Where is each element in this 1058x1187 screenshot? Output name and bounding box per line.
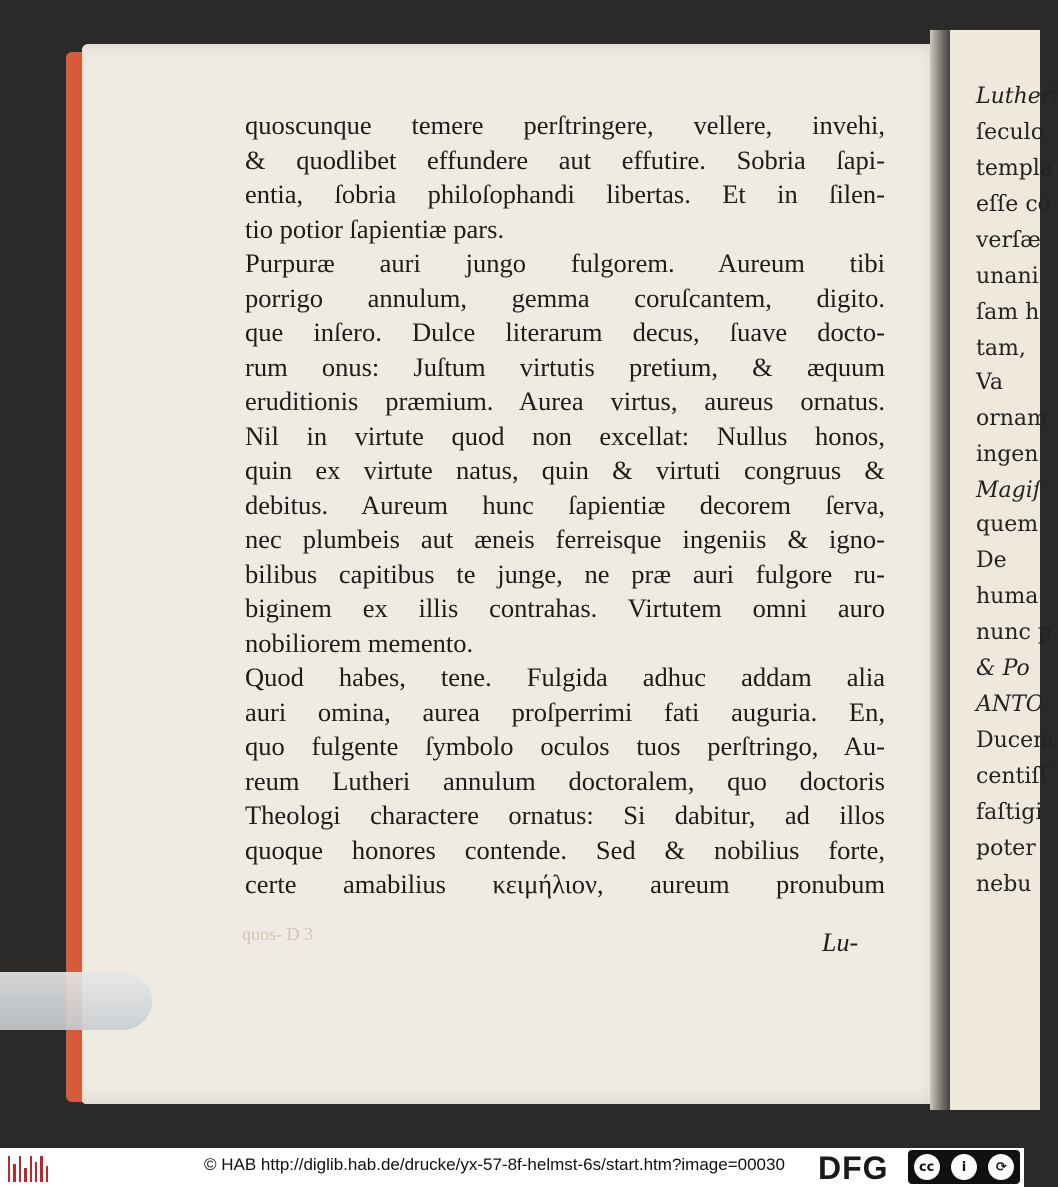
right-page xyxy=(950,30,1058,1110)
text-line: certe amabilius κειμήλιον, aureum pronubum xyxy=(245,869,885,899)
right-page-line: Magiſ xyxy=(976,478,1041,503)
right-page-line: ingen xyxy=(976,442,1039,467)
right-page-line: ornam xyxy=(976,406,1048,431)
text-line: Quod habes, tene. Fulgida adhuc addam alia xyxy=(245,662,885,692)
text-line: Theologi charactere ornatus: Si dabitur, ad illos xyxy=(245,800,885,830)
text-line: tio potior ſapientiæ pars. xyxy=(245,213,505,244)
right-page-line: templa xyxy=(976,156,1053,181)
right-page-line: ſeculo xyxy=(976,120,1044,145)
text-line: Purpuræ auri jungo fulgorem. Aureum tibi xyxy=(245,248,885,278)
text-line: biginem ex illis contrahas. Virtutem omni auro xyxy=(245,593,885,623)
right-page-line: poter xyxy=(976,836,1036,861)
text-line: debitus. Aureum hunc ſapientiæ decorem ſerva, xyxy=(245,489,885,520)
text-line: nobiliorem memento. xyxy=(245,627,474,658)
text-line: quoque honores contende. Sed & nobilius forte, xyxy=(245,834,885,865)
text-line: quin ex virtute natus, quin & virtuti congruus & xyxy=(245,455,885,485)
text-line: rum onus: Juſtum virtutis pretium, & æquum xyxy=(245,351,885,382)
right-page-line: De xyxy=(976,548,1007,573)
text-line: reum Lutheri annulum doctoralem, quo doctoris xyxy=(245,765,885,796)
cc-icon: cc xyxy=(914,1154,940,1180)
right-page-line: unani xyxy=(976,264,1039,289)
text-line: & quodlibet effundere aut effutire. Sobria ſapi- xyxy=(245,144,885,175)
right-page-line: centiſſ xyxy=(976,764,1048,789)
right-page-line: nunc p xyxy=(976,620,1052,645)
right-page-line: ANTO xyxy=(976,692,1044,717)
text-line: nec plumbeis aut æneis ferreisque ingeniis & igno- xyxy=(245,524,885,554)
catchword: Lu- xyxy=(822,928,859,957)
text-line: entia, ſobria philoſophandi libertas. Et in ſilen- xyxy=(245,179,885,209)
hab-logo-icon xyxy=(8,1152,48,1182)
right-page-line: Lutheri xyxy=(976,84,1058,109)
sa-icon: ⟳ xyxy=(988,1154,1014,1180)
text-line: porrigo annulum, gemma coruſcantem, digito. xyxy=(245,282,885,313)
right-page-line: tam, xyxy=(976,336,1026,361)
license-badge[interactable] xyxy=(908,1150,1020,1184)
text-line: quoscunque temere perſtringere, vellere, invehi, xyxy=(245,110,885,140)
right-page-line: huma xyxy=(976,584,1039,609)
show-through-text: quos- D 3 xyxy=(242,924,313,944)
text-line: quo fulgente ſymbolo oculos tuos perſtringo, Au- xyxy=(245,731,885,761)
right-page-line: Ducem xyxy=(976,728,1055,753)
right-page-line: faſtigi xyxy=(976,800,1043,825)
page-text xyxy=(245,108,885,902)
right-page-line: eſſe co xyxy=(976,192,1051,217)
right-page-line: Va xyxy=(976,370,1003,395)
text-line: eruditionis præmium. Aurea virtus, aureus ornatus. xyxy=(245,386,885,416)
text-line: Nil in virtute quod non excellat: Nullus honos, xyxy=(245,420,885,451)
text-line: auri omina, aurea proſperrimi fati auguria. En, xyxy=(245,696,885,727)
by-icon: i xyxy=(951,1154,977,1180)
right-page-line: & Po xyxy=(976,656,1030,681)
right-page-line: verſæ xyxy=(976,228,1041,253)
dfg-logo[interactable]: DFG xyxy=(818,1150,889,1186)
page-clip xyxy=(0,972,152,1030)
right-page-line: nebu xyxy=(976,872,1032,897)
book-gutter xyxy=(930,30,952,1110)
text-line: que inſero. Dulce literarum decus, ſuave docto- xyxy=(245,317,885,347)
text-line: bilibus capitibus te junge, ne præ auri fulgore ru- xyxy=(245,558,885,589)
right-page-line: quem xyxy=(976,512,1039,537)
copyright-link[interactable]: © HAB http://diglib.hab.de/drucke/yx-57-8f-helmst-6s/start.htm?image=00030 xyxy=(204,1155,785,1174)
right-page-line: ſam h xyxy=(976,300,1040,325)
